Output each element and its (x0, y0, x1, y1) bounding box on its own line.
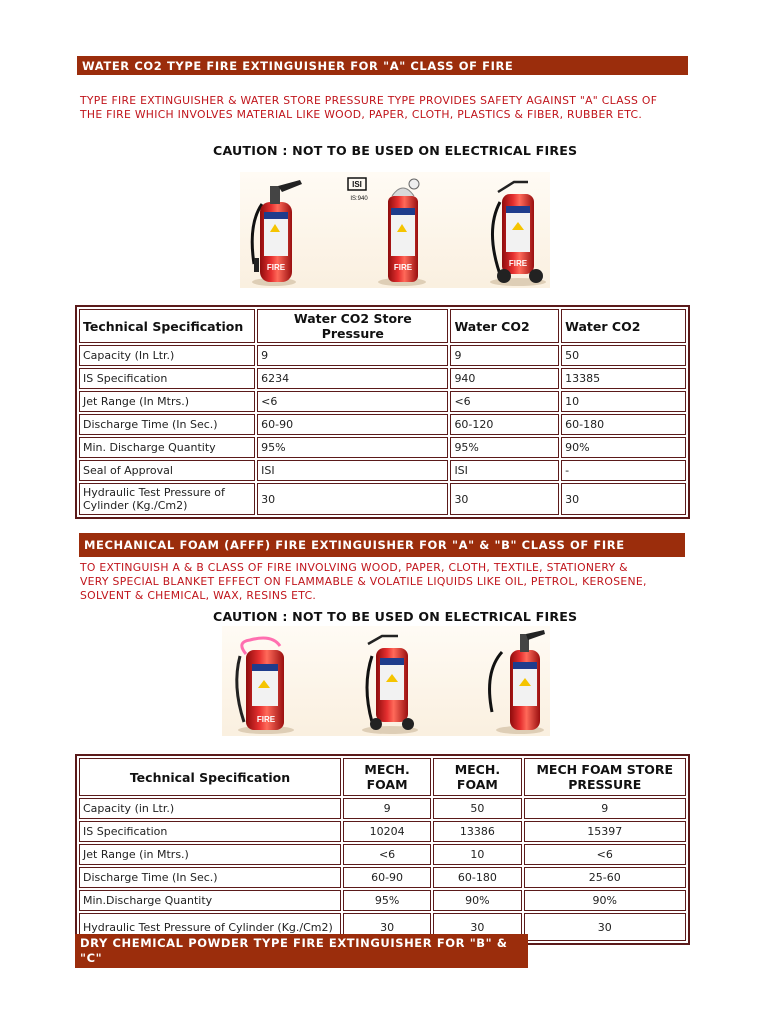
table-cell: <6 (257, 391, 448, 412)
table-row (79, 391, 686, 412)
table-header-cell: Technical Specification (79, 758, 341, 796)
table-row (79, 867, 686, 888)
table-cell: 30 (524, 913, 686, 941)
table-cell: 90% (561, 437, 686, 458)
isi-mark-text: ISI (352, 180, 362, 189)
table-cell: 10 (561, 391, 686, 412)
table-header-row (79, 309, 686, 343)
table-cell: <6 (343, 844, 431, 865)
table-cell: 95% (257, 437, 448, 458)
table-cell: 9 (450, 345, 559, 366)
table-cell: Discharge Time (In Sec.) (79, 414, 255, 435)
table-cell: 50 (433, 798, 521, 819)
table-cell: ISI (450, 460, 559, 481)
table-header-cell: MECH FOAM STORE PRESSURE (524, 758, 686, 796)
section1-intro-line-1: TYPE FIRE EXTINGUISHER & WATER STORE PRESSURE TYPE PROVIDES SAFETY AGAINST "A" CLASS OF (80, 94, 658, 107)
table-header-cell: Water CO2 (450, 309, 559, 343)
table-cell: 9 (524, 798, 686, 819)
table-cell: 9 (343, 798, 431, 819)
section3-title-line-1: DRY CHEMICAL POWDER TYPE FIRE EXTINGUISHER FOR "B" & "C" (80, 936, 508, 965)
table-row (79, 414, 686, 435)
section1-spec-table (75, 305, 690, 519)
table-cell: 13385 (561, 368, 686, 389)
table-cell: Min. Discharge Quantity (79, 437, 255, 458)
table-row (79, 798, 686, 819)
table-cell: Discharge Time (In Sec.) (79, 867, 341, 888)
section1-title-banner: WATER CO2 TYPE FIRE EXTINGUISHER FOR "A" CLASS OF FIRE (77, 56, 688, 75)
table-cell: Capacity (In Ltr.) (79, 345, 255, 366)
section2-title-banner: MECHANICAL FOAM (AFFF) FIRE EXTINGUISHER FOR "A" & "B" CLASS OF FIRE (79, 533, 685, 557)
table-cell: 60-120 (450, 414, 559, 435)
table-row (79, 368, 686, 389)
fire-label-3: FIRE (508, 259, 528, 268)
table-cell: Jet Range (in Mtrs.) (79, 844, 341, 865)
table-header-cell: Water CO2 Store Pressure (257, 309, 448, 343)
table-cell: 95% (343, 890, 431, 911)
section2-intro-line-2: VERY SPECIAL BLANKET EFFECT ON FLAMMABLE & VOLATILE LIQUIDS LIKE OIL, PETROL, KEROSENE, (80, 575, 647, 588)
table-header-cell: MECH. FOAM (343, 758, 431, 796)
table-cell: 9 (257, 345, 448, 366)
table-header-cell: MECH. FOAM (433, 758, 521, 796)
table-cell: 30 (450, 483, 559, 515)
table-cell: Hydraulic Test Pressure of Cylinder (Kg./Cm2) (79, 483, 255, 515)
table-cell: Min.Discharge Quantity (79, 890, 341, 911)
table-cell: Hydraulic Test Pressure of Cylinder (Kg./Cm2) (79, 913, 341, 941)
section3-title-banner (75, 934, 528, 980)
table-cell: 15397 (524, 821, 686, 842)
section1-caution: CAUTION : NOT TO BE USED ON ELECTRICAL FIRES (213, 143, 578, 158)
table-cell: 940 (450, 368, 559, 389)
table-cell: Capacity (in Ltr.) (79, 798, 341, 819)
table-cell: 60-90 (257, 414, 448, 435)
section2-product-images (222, 626, 550, 736)
section2-intro-line-1: TO EXTINGUISH A & B CLASS OF FIRE INVOLVING WOOD, PAPER, CLOTH, TEXTILE, STATIONERY & (80, 561, 628, 574)
table-cell: 95% (450, 437, 559, 458)
table-cell: 10204 (343, 821, 431, 842)
table-cell: 60-90 (343, 867, 431, 888)
fire-label-2: FIRE (393, 263, 413, 272)
section3-title-line-2: CLASS OF FIRE (80, 966, 184, 980)
table-cell: 6234 (257, 368, 448, 389)
table-cell: <6 (450, 391, 559, 412)
table-cell: 90% (524, 890, 686, 911)
section1-product-images (240, 172, 550, 288)
fire-label-1: FIRE (266, 263, 286, 272)
isi-code-text: IS:940 (350, 196, 368, 202)
table-row (79, 483, 686, 515)
table-header-cell: Water CO2 (561, 309, 686, 343)
table-cell: ISI (257, 460, 448, 481)
table-cell: IS Specification (79, 368, 255, 389)
table-row (79, 890, 686, 911)
section1-intro (80, 94, 700, 122)
table-cell: 50 (561, 345, 686, 366)
section2-spec-table (75, 754, 690, 945)
table-header-cell: Technical Specification (79, 309, 255, 343)
table-cell: 60-180 (561, 414, 686, 435)
table-row (79, 345, 686, 366)
table-cell: 30 (561, 483, 686, 515)
fire-label-4: FIRE (256, 715, 276, 724)
table-cell: 25-60 (524, 867, 686, 888)
section2-intro (80, 561, 700, 603)
table-cell: 90% (433, 890, 521, 911)
section1-intro-line-2: THE FIRE WHICH INVOLVES MATERIAL LIKE WOOD, PAPER, CLOTH, PLASTICS & FIBER, RUBBER ETC. (80, 108, 643, 121)
table-cell: <6 (524, 844, 686, 865)
table-cell: Seal of Approval (79, 460, 255, 481)
table-cell: 30 (343, 913, 431, 941)
table-row (79, 844, 686, 865)
table-cell: - (561, 460, 686, 481)
table-cell: Jet Range (In Mtrs.) (79, 391, 255, 412)
table-row (79, 460, 686, 481)
table-cell: 30 (257, 483, 448, 515)
table-cell: 13386 (433, 821, 521, 842)
table-cell: 10 (433, 844, 521, 865)
section2-intro-line-3: SOLVENT & CHEMICAL, WAX, RESINS ETC. (80, 589, 317, 602)
table-row (79, 821, 686, 842)
table-cell: IS Specification (79, 821, 341, 842)
table-header-row (79, 758, 686, 796)
section2-caution: CAUTION : NOT TO BE USED ON ELECTRICAL FIRES (213, 609, 578, 624)
table-cell: 30 (433, 913, 521, 941)
table-cell: 60-180 (433, 867, 521, 888)
table-row (79, 437, 686, 458)
